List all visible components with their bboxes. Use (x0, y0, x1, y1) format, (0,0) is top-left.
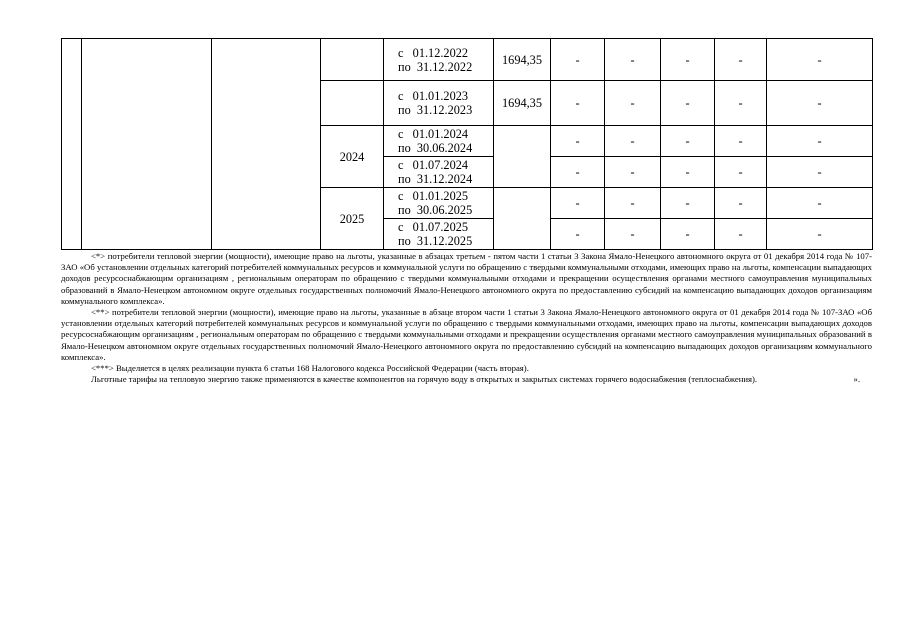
empty-cell (62, 39, 82, 250)
value-cell: - (715, 157, 767, 188)
period-to: по 31.12.2022 (398, 59, 473, 74)
value-cell: - (767, 126, 873, 157)
value-cell: - (605, 188, 661, 219)
year-cell: 2024 (321, 126, 384, 188)
tariff-table (61, 38, 873, 250)
empty-cell (212, 39, 321, 250)
value-cell: - (661, 188, 715, 219)
value-cell: - (551, 126, 605, 157)
period-from: с 01.12.2022 (398, 45, 469, 60)
value-cell: - (661, 39, 715, 81)
footnotes (61, 251, 872, 386)
value-cell: - (551, 219, 605, 250)
value-cell: - (605, 126, 661, 157)
value-cell: - (715, 39, 767, 81)
period-to: по 30.06.2024 (398, 141, 473, 155)
value-cell: - (715, 219, 767, 250)
closing-mark: ». (853, 374, 860, 385)
tariff-cell: 1694,35 (494, 39, 551, 81)
period-from: с 01.01.2024 (398, 127, 469, 141)
value-cell: - (661, 126, 715, 157)
value-cell: - (767, 81, 873, 126)
tariff-cell: 1694,35 (494, 81, 551, 126)
empty-cell (82, 39, 212, 250)
value-cell: - (605, 219, 661, 250)
value-cell: - (661, 219, 715, 250)
footnote-3: <***> Выделяется в целях реализации пункта 6 статьи 168 Налогового кодекса Российской Федерации (часть вторая). (91, 363, 529, 374)
value-cell: - (661, 81, 715, 126)
document-page (61, 38, 872, 386)
table-row (62, 39, 873, 81)
period-cell (384, 39, 494, 81)
value-cell: - (661, 157, 715, 188)
value-cell: - (551, 157, 605, 188)
period-from: с 01.01.2025 (398, 189, 469, 203)
value-cell: - (767, 157, 873, 188)
footnote-2: <**> потребители тепловой энергии (мощности), имеющие право на льготы, указанные в абзаце втором части 1 статьи 3 Закона Ямало-Ненецкого автономного округа от 01 декабря 2014 года № 107-ЗАО «Об установлении отдельных категорий потребителей коммунальных ресурсов и коммунальной услуги по обращению с твердыми коммунальными отходами, имеющих право на льготы, компенсации выпадающих доходов ресурсоснабжающим организациям , региональным операторам по обращению с твердыми коммунальными отходами и прекращении осуществления органами местного самоуправления муниципальных образований в Ямало-Ненецком автономном округе отдельных государственных полномочий Ямало-Ненецкого автономного округа по предоставлению субсидий на компенсацию выпадающих доходов организациям коммунального комплекса». (61, 307, 872, 362)
value-cell: - (715, 81, 767, 126)
value-cell: - (605, 157, 661, 188)
year-cell: 2025 (321, 188, 384, 250)
value-cell: - (605, 39, 661, 81)
period-to: по 31.12.2023 (398, 103, 473, 117)
period-from: с 01.07.2024 (398, 158, 469, 172)
value-cell: - (605, 81, 661, 126)
value-cell: - (767, 188, 873, 219)
value-cell: - (767, 39, 873, 81)
period-from: с 01.07.2025 (398, 220, 469, 234)
tariff-cell (494, 126, 551, 188)
period-cell (384, 81, 494, 126)
value-cell: - (767, 219, 873, 250)
period-cell (384, 219, 494, 250)
value-cell: - (715, 188, 767, 219)
value-cell: - (551, 188, 605, 219)
footnote-4: Льготные тарифы на тепловую энергию также применяются в качестве компонентов на горячую воду в открытых и закрытых системах горячего водоснабжения (теплоснабжения). (91, 374, 758, 385)
tariff-cell (494, 188, 551, 250)
period-to: по 30.06.2025 (398, 203, 473, 217)
year-cell (321, 39, 384, 81)
value-cell: - (551, 81, 605, 126)
value-cell: - (551, 39, 605, 81)
footnote-1: <*> потребители тепловой энергии (мощности), имеющие право на льготы, указанные в абзацах третьем - пятом части 1 статьи 3 Закона Ямало-Ненецкого автономного округа от 01 декабря 2014 года № 107-ЗАО «Об установлении отдельных категорий потребителей коммунальных ресурсов и коммунальной услуги по обращению с твердыми коммунальными отходами, имеющих право на льготы, компенсации выпадающих доходов ресурсоснабжающим организациям , региональным операторам по обращению с твердыми коммунальными отходами и прекращении осуществления органами местного самоуправления муниципальных образований в Ямало-Ненецком автономном округе отдельных государственных полномочий Ямало-Ненецкого автономного округа по предоставлению субсидий на компенсацию выпадающих доходов организациям коммунального комплекса». (61, 251, 872, 306)
period-from: с 01.01.2023 (398, 89, 469, 103)
period-cell (384, 188, 494, 219)
period-cell (384, 157, 494, 188)
period-to: по 31.12.2024 (398, 172, 473, 186)
year-cell (321, 81, 384, 126)
period-cell (384, 126, 494, 157)
period-to: по 31.12.2025 (398, 234, 473, 248)
value-cell: - (715, 126, 767, 157)
